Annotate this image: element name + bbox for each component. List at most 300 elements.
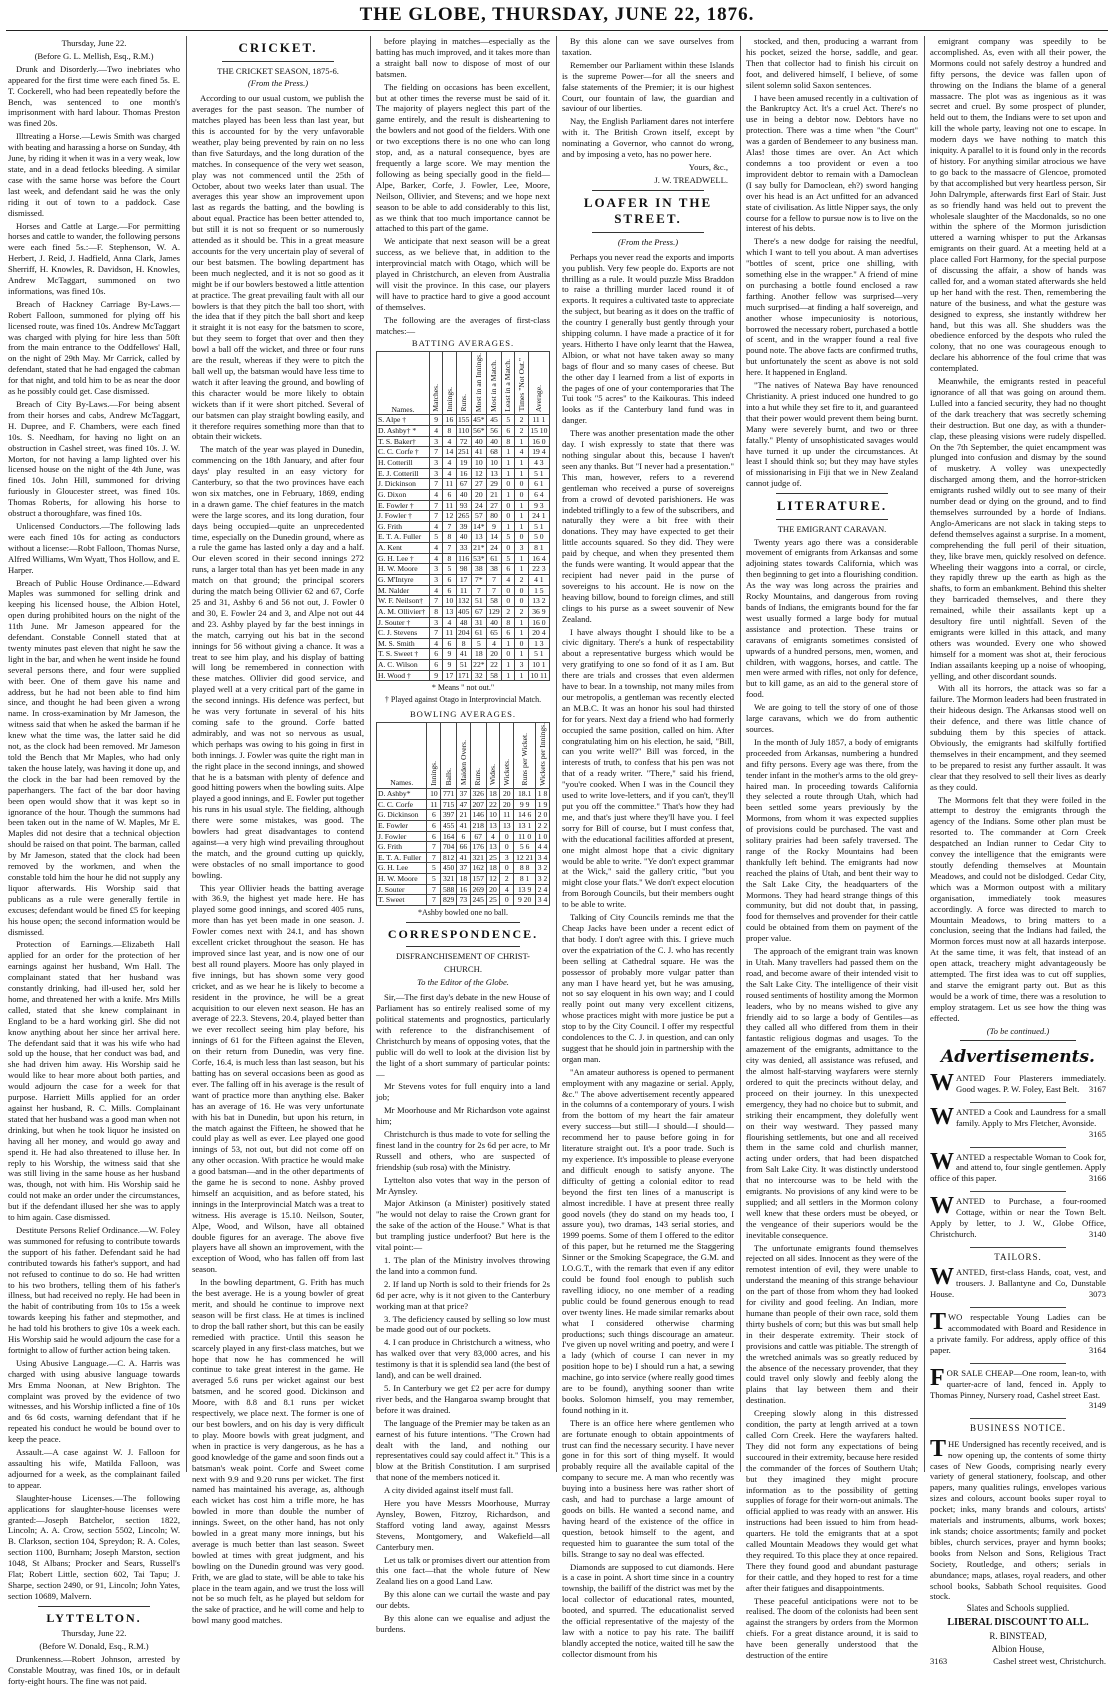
table-cell: 14: [486, 532, 501, 543]
table-cell: 8 1: [514, 874, 536, 885]
paragraph: Destitute Persons Relief Ordinance.—W. Foley was summoned for refusing to contribute towards the support of his father. Defendant said he had contributed towards his father's support, and had not refused to continue to do so. He had written to his two brothers, telling them of his father's illness, but had received no reply. He had been in the habit of contributing from 10s to 15s a week towards keeping his father and stepmother, and he had told his brothers to give 10s a week each. His Worship said he would adjourn the case for a fortnight to allow of further action being taken.: [8, 1224, 180, 1355]
table-cell: 3: [429, 436, 442, 447]
table-cell: 40: [486, 617, 501, 628]
table-cell: 2: [515, 415, 528, 426]
table-cell: 1 5: [528, 585, 549, 596]
table-row: [377, 820, 550, 831]
table-cell: 18: [486, 863, 500, 874]
ad-reference-number: 3165: [1088, 1128, 1106, 1139]
table-cell: 3: [500, 852, 514, 863]
table-cell: 829: [441, 895, 457, 906]
table-cell: 12: [471, 468, 486, 479]
batting-table: [376, 351, 550, 681]
paragraph: In the bowling department, G. Frith has much the best average. He is a young bowler of great merit, and should he continue to improve next season will be first class. He at times is inclined to drop the ball rather short, but this can be easily remedied with practice. Until this season he scarcely played in any first-class matches, but we hope that now he has commenced he will continue to take great interest in the game. He averaged 5.6 runs per wicket against our best batsmen, and he scored good. Dickinson and Moore, with 8.8 and 8.1 runs per wicket respectively, we place next. The former is one of our best bowlers, and on his day is very difficult to play. Moore bowls with great judgment, and when in practice is very dangerous, as he has a good knowledge of the game and soon finds out a batsman's weak point. Corfe and Sweet come next with 9.9 and 9.20 runs per wicket. The first named has maintained his average, as, although each wicket has cost him a trifle more, he has bowled in more than double the number of innings. Sweet, on the other hand, has not only bowled in a great many more innings, but his average is much better than last season. Sweet bowled at times with great judgment, and his bowling on the Dunedin ground was very good. Frith, we are glad to state, will be able to take his place in the team again, and we trust the loss will not be so much felt, as he played but seldom for the sake of practice, and he will come and help to bowl many good matches.: [192, 1277, 364, 1626]
ad-text: ANTED Four Plasterers immediately. Good wages. P. W. Foley, East Belt.: [956, 1073, 1106, 1094]
table-cell: 58: [486, 596, 501, 607]
table-header-cell: [429, 352, 442, 415]
table-cell: 16: [443, 415, 456, 426]
table-header-label: Names.: [390, 778, 414, 788]
table-cell: 38: [486, 564, 501, 575]
table-cell: 7: [427, 852, 441, 863]
table-cell: G. H. Lee: [377, 863, 427, 874]
table-cell: 7: [429, 447, 442, 458]
table-cell: C. C. Corfe: [377, 799, 427, 810]
table-cell: 5 1: [528, 649, 549, 660]
table-cell: 20: [486, 649, 501, 660]
business-notice-name: R. BINSTEAD,: [989, 1631, 1047, 1642]
paragraph: "The natives of Natewa Bay have renounced Christianity. A priest induced one hundred to go into a hut while they set fire to it, and guaranteed that their power would prevent them being burnt. Many were severely burnt, and two or three fatally." Plenty of unsophisticated savages would have turned it up under the circumstances. At least I should think so; but they may have styles of missionarising in Fiji that we in New Zealand cannot judge of.: [746, 380, 918, 489]
paragraph: Breach of Hackney Carriage By-Laws.—Robert Falloon, summoned for plying off his licensed route, was fined 10s. Andrew McTaggart was charged with plying for hire less than 50ft from the main entrance to the Oddfellows' Hall, on the night of 29th May. Mr Carrick, called by defendant, stated that he had engaged the cabman for that night, and told him to be as near the door as he possibly could get. Case dismissed.: [8, 298, 180, 397]
table-cell: C. J. Stevens: [377, 628, 430, 639]
table-cell: 0: [500, 842, 514, 853]
table-cell: 4: [500, 884, 514, 895]
table-cell: 21: [486, 489, 501, 500]
classified-ad: [930, 1103, 1106, 1143]
table-header-label: Wickets per Innings.: [537, 722, 547, 786]
table-row: [377, 638, 550, 649]
table-cell: 321: [441, 874, 457, 885]
ad-separator: [970, 1363, 1066, 1364]
paragraph: Using Abusive Language.—C. A. Harris was charged with using abusive language towards Mrs Emma Noonan, at New Brighton. The complaint was proved by the evidence of two witnesses, and his Worship inflicted a fine of 10s and 6s 6d costs, warning defendant that if he repeated his conduct he would be bound over to keep the peace.: [8, 1357, 180, 1445]
table-cell: H. W. Moore: [377, 564, 430, 575]
column-rule: [370, 36, 371, 1472]
table-cell: 8 8: [514, 863, 536, 874]
table-cell: 4: [443, 457, 456, 468]
table-header-cell: [486, 352, 501, 415]
table-cell: 2: [515, 606, 528, 617]
table-cell: 1: [515, 670, 528, 681]
table-cell: 7: [427, 895, 441, 906]
table-cell: C. C. Corfe †: [377, 447, 430, 458]
table-cell: 704: [441, 842, 457, 853]
table-cell: 6: [457, 831, 471, 842]
loafer-title: LOAFER IN THE STREET.: [583, 194, 713, 227]
table-cell: 0: [515, 638, 528, 649]
masthead-rule: [6, 30, 1108, 31]
correspondence-subtitle-2: CHURCH.: [444, 964, 482, 975]
table-cell: 8: [429, 606, 442, 617]
table-cell: 9 9: [514, 799, 536, 810]
table-header-label: Most in a Match.: [489, 359, 499, 412]
table-cell: 8 1: [528, 543, 549, 554]
table-cell: 66: [457, 842, 471, 853]
table-cell: 32: [471, 670, 486, 681]
table-cell: 4: [429, 426, 442, 437]
table-cell: 1: [502, 638, 515, 649]
table-header-label: Least in a Match.: [503, 359, 513, 412]
table-cell: 1: [515, 500, 528, 511]
table-cell: 45: [486, 415, 501, 426]
table-cell: 204: [457, 628, 470, 638]
table-cell: 10: [486, 810, 500, 821]
table-cell: 1: [502, 670, 515, 681]
table-cell: 1: [502, 489, 515, 500]
paragraph: Drunk and Disorderly.—Two inebriates who appeared for the first time were each fined 5s. E. T. Cockerell, who had been repeatedly before the Bench, was sentenced to one month's imprisonment with hard labour. Thomas Preston was fined 20s.: [8, 63, 180, 129]
column-court-reports: [8, 36, 181, 1686]
table-cell: 245: [470, 895, 486, 906]
table-header-cell: [486, 722, 500, 788]
paragraph: I have been amused recently in a cultivation of the Bankruptcy Act. It's a cruel Act. There's no use in being a debtor now. Debtors have no protection. There was a time when "the Court" was a garden of Bendemeer to any business man. Alas! those times are over. An Act which condemns a too provident or even a too improvident debtor to remain with a Damoclean (I say bully for Damoclean, eh?) sword hanging over his head is an Act unfitted for an advanced state of civilisation. As little Nipper says, the only course for a fellow to pursue now is to live on the interest of his debts.: [746, 92, 918, 234]
table-cell: 5 0: [528, 532, 549, 543]
table-cell: 5: [502, 532, 515, 543]
ad-separator: [970, 1247, 1066, 1248]
table-cell: 3: [429, 564, 442, 575]
table-cell: 22: [486, 660, 501, 671]
paragraph: Let us talk or promises divert our attention from this one fact—that the whole future of New Zealand lies on a good Land Law.: [376, 1554, 550, 1587]
table-cell: 56*: [473, 426, 485, 436]
table-cell: 37: [457, 863, 471, 874]
table-cell: 12: [443, 511, 456, 522]
table-row: [377, 457, 550, 468]
table-cell: 405: [457, 606, 470, 616]
table-cell: 6: [427, 820, 441, 831]
paragraph: These peaceful anticipations were not to be realised. The doom of the colonists had been sent against the strangers by orders from the Mormon chiefs. For a great distance around, it is said to have been generally understood that the destruction of the entire: [746, 1595, 918, 1661]
table-cell: 3: [429, 617, 442, 628]
table-cell: 18: [457, 874, 471, 885]
table-cell: 6: [427, 831, 441, 842]
table-row: [377, 670, 550, 681]
table-cell: 8: [443, 426, 456, 437]
lyttelton-paragraph: Drunkenness.—Robert Johnson, arrested by Constable Moutray, was fined 10s, or in default forty-eight hours. The fine was not paid.: [8, 1653, 180, 1686]
paragraph: Perhaps you never read the exports and imports you publish. Very few people do. Exports are not thrilling as a rule. It would puzzle Miss Braddon to raise a thrilling murder laced round it of exports. It requires a cultivated taste to appreciate the subject, but bearing as it does on the traffic of the country I generally bust gently through your shipping column. I have made a practice of it for years. Hitherto I have only learnt that the Hawea, Albion, or what not have taken away so many bags of flour and so many cases of cheese. But the other day I learned from a list of exports in the pages of one of your contemporaries that The Tui took "5 acres" to the Kaikouras. This indeed looks as if the Canterbury land fund was in danger.: [562, 251, 734, 426]
table-cell: 53*: [473, 553, 485, 563]
title-rule: [406, 946, 520, 947]
table-cell: 67: [456, 479, 471, 490]
section-divider: [776, 493, 888, 494]
table-cell: J. Fowler †: [377, 511, 430, 522]
table-cell: 157: [470, 874, 486, 885]
bowling-title: BOWLING AVERAGES.: [409, 708, 517, 719]
table-cell: 3 2: [536, 863, 550, 874]
table-header-label: Wickets.: [501, 758, 511, 786]
batting-title: BATTING AVERAGES.: [411, 338, 515, 349]
table-cell: 36 9: [528, 606, 549, 617]
table-cell: 20: [500, 799, 514, 810]
table-cell: 20: [500, 789, 514, 800]
masthead-title: THE GLOBE, THURSDAY, JUNE 22, 1876.: [359, 4, 755, 25]
table-cell: J. Souter: [377, 884, 427, 895]
table-cell: 4: [443, 617, 456, 628]
table-header-label: Runs.: [458, 394, 468, 412]
table-cell: 17: [443, 670, 456, 681]
title-rule: [592, 232, 704, 233]
column-rule: [186, 36, 187, 1472]
table-cell: 80: [486, 511, 501, 522]
table-row: [377, 831, 550, 842]
table-cell: 16: [457, 884, 471, 895]
table-row: [377, 596, 550, 607]
table-cell: T. S. Baker†: [377, 436, 430, 447]
table-cell: 1 8: [536, 789, 550, 800]
table-cell: 20 4: [528, 628, 549, 639]
table-cell: 269: [470, 884, 486, 895]
paragraph: Illtreating a Horse.—Lewis Smith was charged with beating and harassing a horse on Sunday, 4th June, by riding it when it was in a very weak, low state, and in a dead fetlocks bleeding. A similar case with the same horse was before the Court last week, and defendant said he was the only riding it out of town to a paddock. Case dismissed.: [8, 131, 181, 218]
table-cell: 4 3: [528, 457, 549, 468]
table-cell: H. Wood †: [377, 670, 430, 681]
table-cell: 45*: [473, 415, 485, 425]
table-row: [377, 649, 550, 660]
table-cell: 51: [456, 660, 471, 671]
table-cell: 98: [456, 564, 471, 575]
table-cell: J. Dickinson: [377, 479, 430, 490]
table-row: [377, 468, 550, 479]
classified-ad: [930, 1309, 1106, 1359]
table-cell: 4: [486, 831, 500, 842]
table-cell: 4: [443, 436, 456, 447]
table-cell: G. Frith: [377, 842, 427, 853]
table-cell: 61: [486, 553, 501, 564]
paragraph: According to our usual custom, we publish the averages for the past season. The number of matches played has been less than last year, but this is accounted for by the very unfavorable weather, play being prevented by rain on no less than five Saturdays, and the long duration of the matches. In consequence of the very wet season, play was not commenced until the 25th of October, about two weeks later than usual. The averages this year show an improvement upon last as regards the batting, and the bowling is about equal. Practice has been better attended to, but still it is not so frequent or so numerously attended as it should be. This in a great measure accounts for the very uncertain play of several of our best batsmen. The bowling department has been much neglected, and it is not so good as it might be if our bowlers bestowed a little attention at practice. The great prevailing fault with all our bowlers is that they pitch the ball too short, with the idea that if they pitch the ball short and keep it straight it is not easy for the batsmen to score, but they seem to forget that over and then they bowl a ball off the wicket, and three or four runs are the result, whereas if they were to pitch the ball well up, the batsman would have less time to watch it after leaving the ground, and bowling of this character would be more likely to obtain wickets than if it were short pitched. Several of our batsmen can play straight bowling easily, and it therefore requires something more than that to obtain their wickets.: [192, 93, 364, 442]
table-cell: 4: [429, 638, 442, 649]
table-cell: 1: [502, 521, 515, 532]
table-cell: 3: [515, 660, 528, 671]
table-cell: 4 1: [528, 574, 549, 585]
table-cell: 13: [471, 532, 486, 543]
ad-separator: [970, 1191, 1066, 1192]
literature-paragraphs: [746, 537, 918, 1661]
table-cell: 0: [500, 863, 514, 874]
table-cell: 7: [486, 574, 501, 585]
table-cell: 25: [486, 852, 500, 863]
table-cell: 5: [471, 638, 486, 649]
table-cell: 450: [441, 863, 457, 874]
table-cell: 771: [441, 789, 457, 800]
literature-subtitle: THE EMIGRANT CARAVAN.: [777, 523, 887, 534]
table-cell: 13: [443, 606, 456, 617]
table-header-label: Runs per Wicket.: [519, 732, 529, 786]
table-header-cell: [427, 722, 441, 788]
table-cell: 588: [441, 884, 457, 895]
table-cell: 6: [443, 585, 456, 596]
table-cell: 68: [486, 447, 501, 458]
table-cell: M. S. Smith: [377, 638, 430, 649]
table-cell: 5: [427, 874, 441, 885]
section-divider: [592, 190, 704, 191]
table-row: [377, 789, 550, 800]
paragraph: emigrant company was speedily to be accomplished. As, even with all their power, the Mormons could not safely destroy a hundred and fifty persons, the device was fallen upon of throwing on the Indians the blame of a general massacre. The plot was as ingenious as it was secret and cruel. By some prospect of plunder, held out to them, the Indians were to set upon and kill the whole party, leaving not one to escape. In modern days we have nothing to match this iniquity. A parallel to it is found only in the records of history. For anything similar atrocious we have to go back to the massacre of Glencoe, promoted by that accomplished but very heartless person, Sir John Dalrymple, afterwards first Earl of Stair. Just as so friendly hand was held out to prevent the wholesale slaughter of the Macdonalds, so no one within the sphere of the Mormon jurisdiction uttered a warning whisper to put the Arkansas emigrants on their guard. At a meeting held at a place called Fort Harmony, for the special purpose of discussing the affair, a show of hands was called for, and a woman stated afterwards she held up her hand with the rest. Then, remembering the nature of the business, and what the gesture was designed to express, she instantly withdrew her hand, but this was all. She shudders was the obedience enforced by the despots who ruled the colony, that no one was courageous enough to declare his abhorrence of the foul crime that was contemplated.: [930, 36, 1106, 374]
court-date-heading: Thursday, June 22.: [61, 38, 127, 48]
table-row: [377, 532, 550, 543]
table-cell: 27: [471, 479, 486, 490]
column-cricket: [192, 36, 364, 1626]
correspondence-title: CORRESPONDENCE.: [387, 927, 539, 942]
table-cell: 0: [502, 649, 515, 660]
table-cell: 39: [456, 521, 471, 532]
table-cell: 67: [470, 831, 486, 842]
table-cell: 812: [441, 852, 457, 863]
paragraph: Slaughter-house Licenses.—The following applications for slaughter-house licenses were granted:—Joseph Batchelor, section 1822, Lincoln; A. A. Crow, section 5502, Lincoln; W. B. Clarkson, section 104, Spreydon; R. A. Coles, section 1100, Burnham; Joseph Marston, section 1048, St Albans; Procker and Sears, Russell's Flat; Robert Little, section 602, Tai Tapu; J. Sharpe, section 2490, or 91, Lincoln; John Yates, section 10689, Malvern.: [8, 1492, 180, 1601]
ad-separator: [970, 1307, 1066, 1308]
paragraph: By this alone can we equalise and adjust the burdens.: [376, 1613, 550, 1634]
table-cell: 5 1: [528, 521, 549, 532]
paragraph: A city divided against itself must fall.: [384, 1485, 514, 1496]
table-cell: 4: [429, 553, 442, 564]
table-header-label: Runs.: [473, 767, 483, 786]
table-row: [377, 842, 550, 853]
dropcap: W: [930, 1148, 954, 1175]
paragraph: Mr Moorhouse and Mr Richardson vote against him;: [376, 1105, 550, 1127]
cricket-paragraphs: [192, 93, 364, 1626]
table-cell: 22*: [473, 660, 485, 670]
table-cell: G. H. Lee †: [377, 553, 430, 564]
table-cell: 27: [486, 500, 501, 511]
table-cell: 16: [456, 468, 471, 479]
table-cell: 47: [457, 799, 471, 810]
paragraph: Meanwhile, the emigrants rested in peaceful ignorance of all that was going on around them. Lulled into a fancied security, they had no thought of the dark treachery that was secretly scheming their destruction. But one day, as with a thunder-clap, these pleasing visions were rudely dispelled. On the 7th September, the quiet encampment was plunged into confusion and dismay by the sound of musketry. A volley was unexpectedly discharged among them, and the horror-stricken emigrants rushed wildly out to see many of their number dead or dying on the ground, and to find themselves surrounded by a horde of Indians. Anglo-Americans are not slack in taking steps to defend themselves against a surprise. In a moment, comprehending the full peril of their situation, they, like brave men, quickly resolved on defence. Wheeling their waggons into a corral, or circle, they rapidly threw up the earth as high as the shafts, to form an embankment. Behind this shelter they barricaded themselves, and there they remained, while their assailants kept up a desultory fire until nightfall. Seven of the emigrants were killed in this attack, and many others was wounded. Every one who showed himself for a moment was shot at, their ferocious Indian assailants keeping up a noise of whooping, yelling, and other discordant sounds.: [930, 376, 1106, 681]
table-cell: 18.1: [514, 789, 536, 800]
table-cell: 0: [502, 511, 515, 522]
business-notice-house: Albion House,: [991, 1643, 1045, 1654]
table-header-cell: [441, 722, 457, 788]
table-cell: 1 0: [536, 831, 550, 842]
table-cell: 6: [443, 638, 456, 649]
table-row: [377, 447, 550, 458]
table-cell: 1: [502, 447, 515, 458]
paragraph: Lyttelton also votes that way in the person of Mr Aynsley.: [376, 1174, 550, 1196]
table-header-label: Innings.: [444, 387, 454, 412]
title-rule: [222, 61, 334, 62]
table-cell: 6: [502, 628, 515, 639]
bowling-note: *Ashby bowled one no ball.: [418, 908, 508, 918]
table-cell: 2: [515, 574, 528, 585]
table-cell: 2: [500, 874, 514, 885]
table-row: [377, 863, 550, 874]
dropcap: W: [930, 1193, 954, 1220]
table-cell: 12: [486, 874, 500, 885]
paragraph: "An amateur authoress is opened to permanent employment with any magazine or serial. Apply, &c." The above advertisement recently appeared in the columns of a contemporary of yours. I wish from the bottom of my heart the fair amateur every success—but still—I should—I should—recommend her to pause before going in for literature straight out. It's a poor trade. Such is my experience. It's impossible to please everyone and difficult enough to satisfy anyone. The difficulty of getting a colonial editor to read beyond the first ten lines of a manuscript is almost incredible. I have at present three really good novels (they do stand on my heads too, I assure you), two dramas, 143 serial stories, and 1999 poems. Some of them I offered to the editor of this paper, but he returned me the Staggering Sinner or the Smoking Scapegrace, the G.M. and I.O.G.T., with the remark that even if any editor could be found fool enough to publish such ravelling idiocy, no one member of a reading public could be found generous enough to read over twenty lines. He made similar remarks about what I considered otherwise charming productions; such things discourage an amateur. I've given up novel writing and poetry, and were I a lady (which of course I can never in my position hope to be) I should run a hat, a sewing machine, go into service (where really good times are to be found), anything sooner than write books. Solomon himself, you may remember, found nothing in it.: [562, 1066, 734, 1415]
table-cell: 2: [502, 606, 515, 617]
paragraph: Remember our Parliament within these Islands is the supreme Power—for all the sneers and false statements of the Premier; it is our highest Court, our fountain of law, the guardian and saviour of our liberties.: [562, 59, 734, 114]
table-cell: 0: [515, 479, 528, 490]
table-cell: 13: [486, 842, 500, 853]
table-cell: 6: [429, 649, 442, 660]
table-cell: 93: [456, 500, 471, 511]
table-cell: T. S. Sweet †: [377, 649, 430, 660]
table-cell: 326: [470, 789, 486, 800]
paragraph: Mr Stevens votes for full enquiry into a land job;: [376, 1081, 550, 1103]
table-cell: 7: [429, 628, 442, 639]
paragraph: Christchurch is thus made to vote for selling the finest land in the country for 2s 6d per acre, to Mr Russell and others, who are suspected of friendship (sub rosa) with the Ministry.: [376, 1129, 550, 1172]
paragraph: Nay, the English Parliament dares not interfere with it. The British Crown itself, except by nominating a Governor, who cannot do wrong, and by imposing a veto, has no power here.: [562, 116, 734, 160]
ad-text: ANTED to Purchase, a four-roomed Cottage, within or near the Town Belt. Apply by letter, to J. W., Globe Office, Christchurch.: [930, 1196, 1106, 1240]
cricket-title: CRICKET.: [238, 40, 318, 55]
table-header-cell: [514, 722, 536, 788]
table-cell: 4: [502, 574, 515, 585]
table-cell: 31: [471, 617, 486, 628]
table-cell: 14: [443, 447, 456, 458]
table-cell: 11: [456, 585, 471, 596]
paragraph: The unfortunate emigrants found themselves rejected on all sides. Innocent as they were of the remotest intention of evil, they were unable to understand the meaning of this strange behaviour on the part of those from whom they had looked for civility and good feeling. An Indian, more humane than people of their own race, sold them thirty bushels of corn; but this was but small help in their desperate extremity. Their stock of provisions and cattle was pitiable. The strength of the wretched animals was so greatly reduced by the absence of the necessary provender, that they could travel only slowly and feebly along the plains that lay between them and their destination.: [746, 1242, 918, 1406]
table-header-label: Maiden Overs.: [458, 740, 468, 786]
table-row: [377, 660, 550, 671]
dropcap: W: [930, 1070, 954, 1097]
table-header-label: Balls.: [443, 767, 453, 786]
table-cell: 4: [443, 468, 456, 479]
table-cell: 7: [486, 585, 501, 596]
ad-text: OR SALE CHEAP—One room, lean-to, with quarter-acre of land, fenced in. Apply to Thomas Pinney, Nursery road, Cashel street East.: [930, 1367, 1106, 1400]
table-cell: 7: [429, 479, 442, 490]
table-cell: 41: [457, 820, 471, 831]
table-cell: 22 3: [528, 564, 549, 575]
table-cell: 21: [457, 810, 471, 821]
table-cell: 38: [471, 564, 486, 575]
table-cell: 171: [457, 670, 470, 680]
paragraph: I have always thought I should like to be a civic dignitary. There's a hunk of respectability about a representative burgess which would be very gratifying to one so fond of it as I am. But there are trials and crosses that even aldermen have to bear. In a township, not many miles from our metropolis, a gentleman was recently elected an M.B.C. It was an honor his soul had thirsted for for years. Next day a friend who had formerly occupied the same position, called on him. After congratulating him on his election, he said, "Bill, can you write well?" Bill was forced, in the interests of truth, to confess that his pen was not that of a ready writer. "There," said his friend, "you're cooked. When I was in the Council they used to write love-letters, and if you can't, they'll put you off the committee." That's how they had me, and that's just where they'll have you. I feel sorry for Bill of course, but I must confess that, with the educational facilities afforded at present, one might almost hope that a civic dignitary would be able to write. "Ye don't expect grammar at the Wick," said the gallery critic, "but you might close your flats." We don't expect elocution from Borough Councils, but their members ought to be able to write.: [562, 626, 734, 910]
table-cell: 22: [486, 799, 500, 810]
table-row: [377, 479, 550, 490]
paragraph: 1. The plan of the Ministry involves throwing the land into a common fund.: [376, 1255, 550, 1276]
ad-reference-number: 3149: [1088, 1400, 1106, 1411]
table-cell: 11: [500, 810, 514, 821]
table-cell: 16 0: [528, 436, 549, 447]
table-cell: 67: [471, 606, 486, 617]
table-cell: 3 2: [536, 874, 550, 885]
ad-reference-number: 3073: [1088, 1289, 1106, 1300]
table-header-cell: [456, 352, 471, 415]
table-cell: 0: [500, 831, 514, 842]
paragraph: We anticipate that next season will be a great success, as we believe that, in addition to the interprovincial match with Otago, which will be played in Christchurch, an eleven from Australia will visit the province. In this case, our players will have to practice hard to give a good account of themselves.: [376, 236, 550, 312]
table-cell: 5 6: [514, 842, 536, 853]
table-cell: 33: [456, 543, 471, 554]
title-rule: [776, 519, 888, 520]
table-cell: 6 1: [528, 479, 549, 490]
table-cell: 715: [441, 799, 457, 810]
paragraph: In the month of July 1857, a body of emigrants proceeded from Arkansas, numbering a hundred and fifty persons. Every age was there, from the tender infant in the mother's arms to the old grey-haired man. In proceeding towards California they selected a route through Utah, which had been settled some years previously by the Mormons, from whom it was expected supplies of provisions could be purchased. The vast and solitary prairies had been safely traversed. The range of the Rocky Mountains had been thankfully left behind. The emigrants had now reached the plains of Utah, and bent their way to the Salt Lake City, the headquarters of the Mormons. They had heard strange things of this community, but did not doubt that, in passing, food for themselves and provender for their cattle could be obtained from them on payment of the proper value.: [746, 736, 918, 944]
table-row: [377, 564, 550, 575]
table-cell: 1: [515, 649, 528, 660]
table-cell: 8: [502, 617, 515, 628]
table-header-cell: [377, 352, 430, 415]
signoff-name: J. W. TREADWELL.: [654, 174, 728, 185]
table-cell: 397: [441, 810, 457, 821]
ad-separator: [970, 1102, 1066, 1103]
advertisements-heading: Advertisements.: [941, 1047, 1095, 1068]
table-header-cell: [515, 352, 528, 415]
table-cell: 51: [471, 596, 486, 607]
table-cell: 455: [441, 820, 457, 831]
table-row: [377, 511, 550, 522]
table-cell: 3: [429, 574, 442, 585]
table-cell: 251: [457, 447, 470, 457]
advertisements-list-2: [930, 1264, 1106, 1419]
table-cell: 29: [486, 479, 501, 490]
table-cell: 16 0: [528, 617, 549, 628]
loafer-continued: [746, 36, 918, 489]
dropcap: T: [930, 1309, 947, 1336]
table-cell: 6: [443, 489, 456, 500]
table-row: [377, 500, 550, 511]
table-cell: 11 1: [528, 415, 549, 426]
table-cell: 4: [429, 543, 442, 554]
table-cell: 1: [515, 617, 528, 628]
table-cell: 0: [502, 596, 515, 607]
table-header-label: Most in an Innings.: [474, 352, 484, 412]
table-cell: G. Dickinson: [377, 810, 427, 821]
paragraph: Assault.—A case against W. J. Falloon for assaulting his wife, Matilda Falloon, was adjourned for a week, as the complainant failed to appear.: [8, 1447, 180, 1490]
table-cell: 155: [457, 415, 470, 425]
table-cell: 9 3: [528, 500, 549, 511]
table-cell: 3: [515, 543, 528, 554]
table-row: [377, 874, 550, 885]
table-cell: 48: [456, 617, 471, 628]
table-cell: 19: [456, 457, 471, 468]
paragraph: Horses and Cattle at Large.—For permitting horses and cattle to wander, the following persons were each fined 5s.:—F. Stephenson, W. A. Herbert, J. Reid, J. Hadfield, Anna Clark, James Sherriff, H. Knowles, R. Davidson, H. Knowles, Andrew McTaggart, summoned on two informations, was fined 10s.: [8, 220, 180, 296]
table-cell: 11: [443, 628, 456, 639]
correspondence-continued: [562, 36, 734, 160]
correspondence-to: To the Editor of the Globe.: [417, 977, 509, 988]
table-cell: 11: [427, 799, 441, 810]
table-cell: 58: [486, 670, 501, 681]
